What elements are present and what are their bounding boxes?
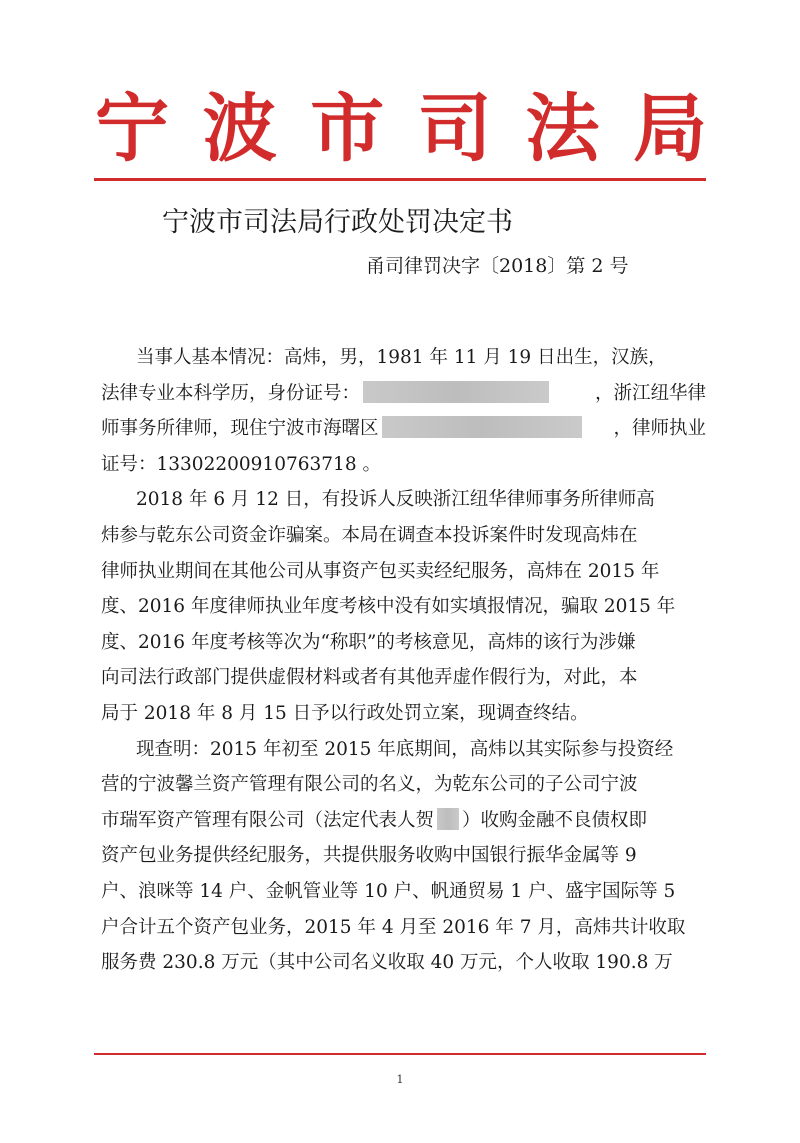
text-line: 律师执业期间在其他公司从事资产包买卖经纪服务，高炜在 2015 年 [101,560,660,582]
text-line: 证号：13302200910763718 。 [101,453,381,475]
text-line: 服务费 230.8 万元（其中公司名义收取 40 万元，个人收取 190.8 万 [101,952,673,974]
text-line: 当事人基本情况：高炜，男，1981 年 11 月 19 日出生，汉族， [136,347,667,368]
masthead-char: 宁 [95,86,169,172]
text-segment: ）收购金融不良债权即 [462,809,648,831]
masthead-char: 司 [417,86,492,172]
document-body [101,340,706,981]
text-segment: ，浙江纽华律 [594,382,706,404]
text-line: 现查明：2015 年初至 2015 年底期间，高炜以其实际参与投资经 [136,738,674,760]
text-line: 度、2016 年度律师执业年度考核中没有如实填报情况，骗取 2015 年 [101,596,676,618]
page-number: 1 [396,1073,404,1086]
text-segment: 市瑞军资产管理有限公司（法定代表人贺 [101,809,435,831]
text-line: 炜参与乾东公司资金诈骗案。本局在调查本投诉案件时发现高炜在 [101,524,638,546]
text-segment: 法律专业本科学历，身份证号： [101,382,361,404]
text-line: 度、2016 年度考核等次为“称职”的考核意见，高炜的该行为涉嫌 [101,631,636,653]
text-segment: ，律师执业 [613,418,706,440]
document-title: 宁波市司法局行政处罚决定书 [162,207,513,238]
redaction-block [382,416,582,438]
text-line [101,376,706,412]
text-segment: 师事务所律师，现住宁波市海曙区 [101,418,379,440]
masthead [95,86,707,172]
masthead-char: 市 [310,86,385,172]
text-line: 2018 年 6 月 12 日，有投诉人反映浙江纽华律师事务所律师高 [136,489,655,511]
text-line: 户、浪咪等 14 户、金帆管业等 10 户、帆通贸易 1 户、盛宇国际等 5 [101,880,676,902]
masthead-char: 局 [632,86,707,172]
footer-divider [94,1053,706,1055]
document-number: 甬司律罚决字〔2018〕第 2 号 [366,255,629,277]
text-line: 资产包业务提供经纪服务，共提供服务收购中国银行振华金属等 9 [101,845,637,867]
paragraph-party-info [101,340,706,482]
text-line: 局于 2018 年 8 月 15 日予以行政处罚立案，现调查终结。 [101,702,589,724]
masthead-char: 法 [525,86,600,172]
paragraph-complaint [101,482,706,731]
text-line: 营的宁波馨兰资产管理有限公司的名义，为乾东公司的子公司宁波 [101,774,638,796]
redaction-block [363,381,549,403]
text-line: 户合计五个资产包业务，2015 年 4 月至 2016 年 7 月，高炜共计收取 [101,916,686,938]
redaction-block [437,808,459,830]
header-divider [94,178,706,181]
text-line: 向司法行政部门提供虚假材料或者有其他弄虚作假行为，对此，本 [101,667,638,689]
paragraph-findings [101,732,706,981]
text-line [101,411,706,447]
masthead-char: 波 [202,86,277,172]
text-line [101,803,706,839]
